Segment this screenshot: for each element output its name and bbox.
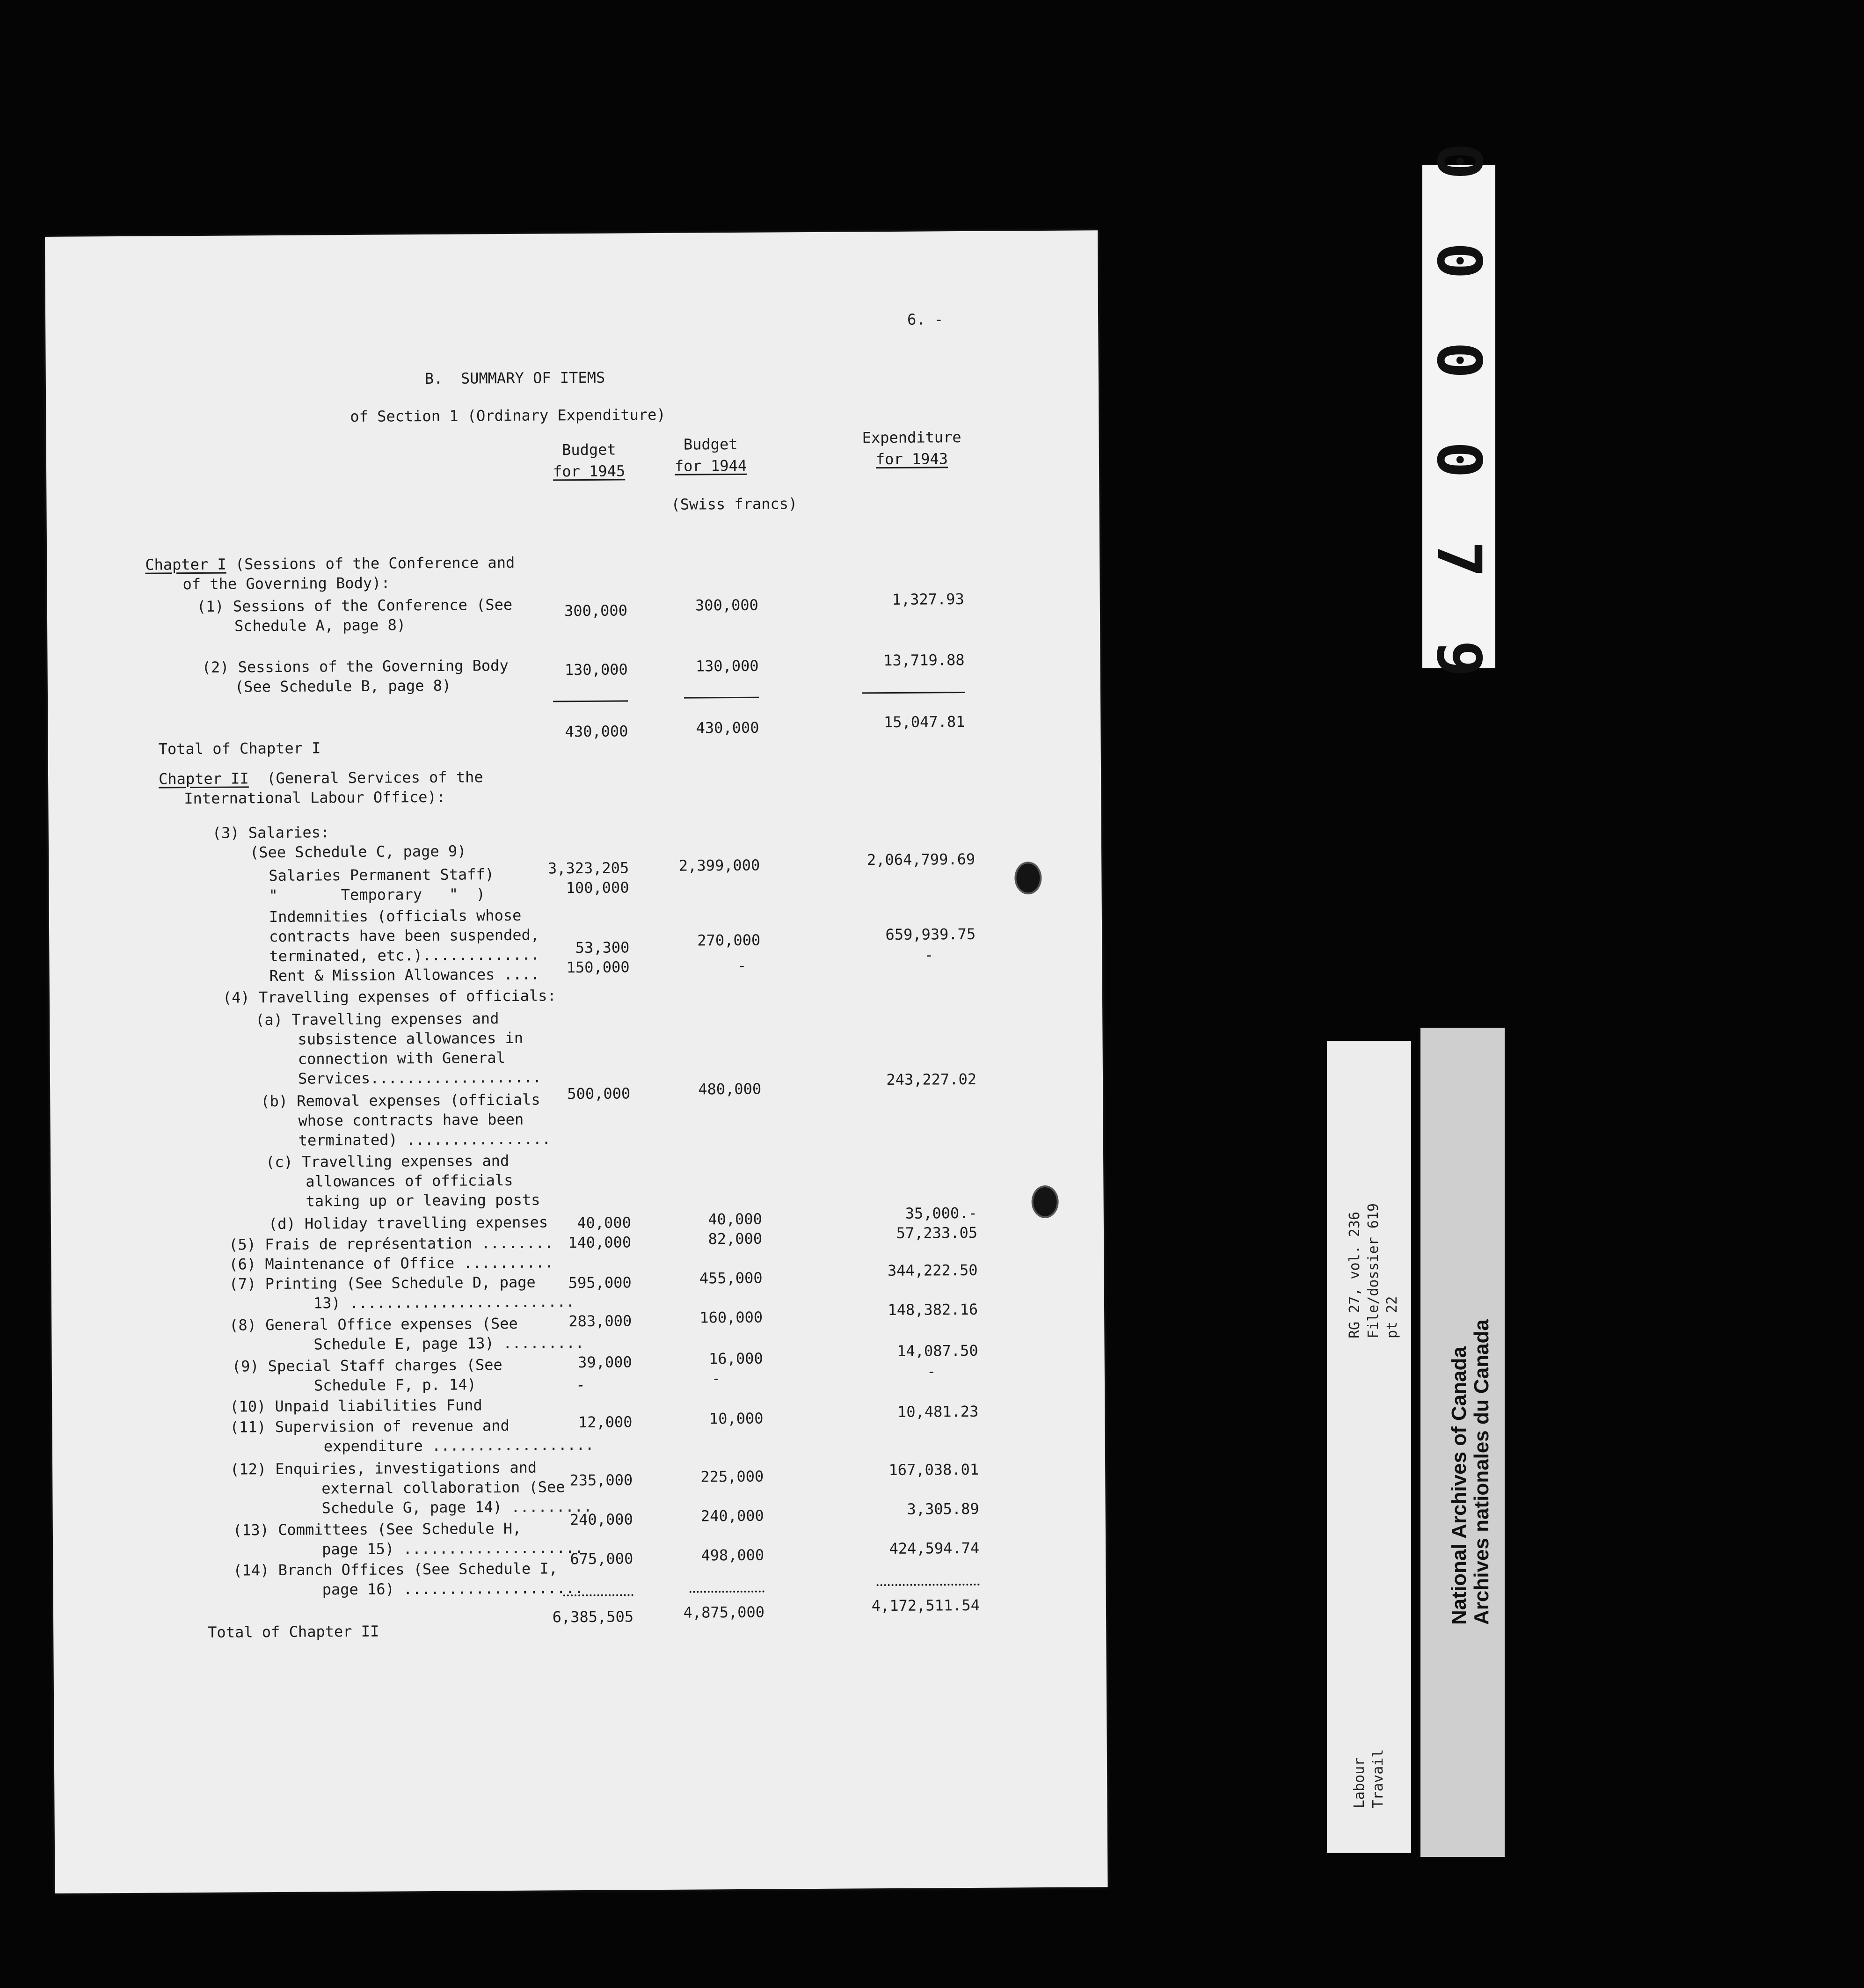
- ch1-rule-1944: [684, 697, 759, 699]
- travel-d-label: (d) Holiday travelling expenses: [268, 1213, 548, 1233]
- item7-b1945: 595,000: [568, 1273, 632, 1292]
- item11-line1: (11) Supervision of revenue and: [230, 1416, 510, 1436]
- item14-line1: (14) Branch Offices (See Schedule I,: [233, 1559, 558, 1579]
- col-header-1944-line2: for 1944: [674, 456, 747, 475]
- archive-reference-label: [1327, 1041, 1411, 1853]
- institution-line2: Archives nationales du Canada: [1470, 1319, 1493, 1625]
- travel-a-line1: (a) Travelling expenses and: [255, 1009, 499, 1029]
- item11-b1944: 10,000: [709, 1409, 764, 1428]
- ch1-item1-b1945: 300,000: [564, 601, 628, 620]
- ch1-item2-b1944: 130,000: [695, 657, 759, 675]
- document-subtitle: of Section 1 (Ordinary Expenditure): [350, 405, 666, 426]
- col-header-1943-line2: for 1943: [875, 450, 948, 468]
- sal-rent-e1943: -: [924, 946, 934, 964]
- item12-e1943: 167,038.01: [888, 1460, 979, 1479]
- ch1-item1-b1944: 300,000: [695, 596, 758, 614]
- item5-b1944: 82,000: [708, 1229, 763, 1248]
- archive-institution-label: [1420, 1028, 1505, 1857]
- travel-heading: (4) Travelling expenses of officials:: [222, 987, 556, 1007]
- item7-b1944: 455,000: [699, 1269, 763, 1287]
- ch1-total-e1943: 15,047.81: [883, 713, 965, 731]
- travel-d-b1944: 40,000: [708, 1210, 762, 1228]
- item9-line1: (9) Special Staff charges (See: [232, 1356, 502, 1375]
- chapter2-heading-rest: (General Services of the: [248, 768, 483, 788]
- currency-label: (Swiss francs): [671, 495, 798, 513]
- chapter2-heading-line2: International Labour Office):: [184, 788, 446, 808]
- archive-ref-line3: pt 22: [1384, 1296, 1400, 1338]
- sal-indemnities-line3: terminated, etc.).............: [269, 945, 540, 965]
- archive-ref-line1: RG 27, vol. 236: [1347, 1212, 1363, 1338]
- ch2-total-b1945: 6,385,505: [552, 1608, 634, 1626]
- chapter1-heading-label: Chapter I: [145, 555, 226, 574]
- ch1-rule-1945: [553, 700, 628, 702]
- item5-e1943: 57,233.05: [896, 1223, 978, 1242]
- travel-b1944: 480,000: [698, 1080, 762, 1098]
- item13-line1: (13) Committees (See Schedule H,: [233, 1519, 522, 1539]
- ch1-item1-line1: (1) Sessions of the Conference (See: [197, 595, 513, 616]
- reel-number: 0 0 0 0 7 9: [1423, 143, 1494, 690]
- chapter1-heading-line2: of the Governing Body):: [182, 574, 390, 593]
- sal-rent-b1944: -: [737, 956, 747, 974]
- sal-indemnities-b1945: 53,300: [575, 938, 630, 957]
- sal-rent-b1945: 150,000: [566, 958, 630, 977]
- punch-hole-bottom: [1031, 1185, 1058, 1218]
- item14-line2: page 16) ....................: [322, 1579, 584, 1599]
- archive-dept-line1: Labour: [1351, 1757, 1368, 1808]
- item13-b1945: 240,000: [569, 1510, 633, 1529]
- sal-indemnities-line2: contracts have been suspended,: [269, 926, 540, 946]
- item8-b1944: 160,000: [699, 1308, 763, 1327]
- item7-line1: (7) Printing (See Schedule D, page: [229, 1273, 536, 1293]
- ch1-total-b1945: 430,000: [565, 722, 628, 741]
- item9-b1945: 39,000: [578, 1353, 632, 1372]
- item12-line1: (12) Enquiries, investigations and: [230, 1458, 537, 1478]
- col-header-1945-line2: for 1945: [553, 462, 626, 481]
- col-header-1943-line1: Expenditure: [862, 428, 961, 447]
- item5-label: (5) Frais de représentation ........: [229, 1234, 553, 1254]
- sal-temporary-label: " Temporary " ): [269, 885, 486, 905]
- travel-c-line2: allowances of officials: [306, 1171, 513, 1191]
- ch1-item2-line2: (See Schedule B, page 8): [234, 676, 451, 696]
- travel-a-line4: Services...................: [298, 1068, 542, 1088]
- sal-permanent-label: Salaries Permanent Staff): [269, 865, 495, 885]
- item8-b1945: 283,000: [568, 1312, 632, 1330]
- item14-b1945: 675,000: [570, 1549, 633, 1568]
- sal-indemnities-b1944: 270,000: [697, 931, 761, 950]
- archive-ref-line2: File/dossier 619: [1365, 1203, 1382, 1338]
- travel-c-line3: taking up or leaving posts: [306, 1191, 540, 1210]
- page-number: 6. -: [907, 310, 944, 329]
- reel-number-strip: [1422, 143, 1495, 690]
- item7-e1943: 344,222.50: [887, 1261, 978, 1280]
- punch-hole-top: [1014, 862, 1041, 894]
- document-page: [45, 230, 1108, 1893]
- travel-b1945: 500,000: [567, 1084, 631, 1103]
- item9-line2: Schedule F, p. 14): [313, 1375, 476, 1395]
- item9-b1944-dash: -: [712, 1369, 721, 1388]
- sal-permanent-e1943: 2,064,799.69: [866, 850, 976, 869]
- item13-b1944: 240,000: [700, 1506, 764, 1525]
- ch1-total-b1944: 430,000: [696, 718, 759, 737]
- document-title: B. SUMMARY OF ITEMS: [424, 368, 605, 388]
- travel-a-line3: connection with General: [298, 1049, 505, 1068]
- item14-e1943: 424,594.74: [889, 1539, 980, 1558]
- item13-e1943: 3,305.89: [907, 1499, 979, 1518]
- chapter1-total-label: Total of Chapter I: [158, 739, 321, 758]
- item11-e1943: 10,481.23: [897, 1402, 979, 1421]
- sal-permanent-b1944: 2,399,000: [678, 856, 760, 875]
- travel-d-e1943: 35,000.-: [905, 1204, 977, 1222]
- travel-b-line1: (b) Removal expenses (officials: [261, 1090, 540, 1111]
- ch1-item1-line2: Schedule A, page 8): [234, 616, 406, 635]
- sal-permanent-b1945: 3,323,205: [547, 859, 629, 877]
- archive-dept-line2: Travail: [1370, 1749, 1386, 1808]
- ch1-item2-line1: (2) Sessions of the Governing Body: [202, 656, 509, 676]
- ch1-item2-b1945: 130,000: [564, 660, 628, 679]
- ch1-rule-1943: [862, 692, 965, 694]
- travel-a-line2: subsistence allowances in: [298, 1029, 524, 1048]
- sal-rent-label: Rent & Mission Allowances ....: [269, 965, 540, 985]
- sal-indemnities-line1: Indemnities (officials whose: [269, 906, 522, 926]
- travel-d-b1945: 40,000: [577, 1213, 632, 1232]
- item9-e1943: 14,087.50: [897, 1341, 978, 1360]
- item10-b1945: -: [576, 1375, 585, 1394]
- item14-b1944: 498,000: [701, 1546, 765, 1564]
- item12-line3: Schedule G, page 14) .........: [321, 1497, 592, 1517]
- item8-line2: Schedule E, page 13) .........: [313, 1334, 584, 1353]
- sal-temporary-b1945: 100,000: [566, 878, 629, 897]
- item8-e1943: 148,382.16: [888, 1300, 978, 1319]
- item6-label: (6) Maintenance of Office ..........: [229, 1253, 554, 1273]
- col-header-1945-line1: Budget: [561, 440, 616, 459]
- sal-indemnities-e1943: 659,939.75: [885, 925, 976, 944]
- item9-e1943-dash: -: [927, 1362, 936, 1381]
- ch2-rule-1943: [877, 1584, 980, 1586]
- item10-label: (10) Unpaid liabilities Fund: [230, 1396, 482, 1416]
- ch2-rule-1945: [563, 1594, 633, 1596]
- item5-b1945: 140,000: [568, 1233, 632, 1252]
- chapter2-heading-label: Chapter II: [158, 769, 249, 788]
- ch1-item1-e1943: 1,327.93: [892, 590, 964, 608]
- item7-line2: 13) .........................: [313, 1293, 575, 1312]
- chapter2-total-label: Total of Chapter II: [208, 1622, 379, 1641]
- institution-line1: National Archives of Canada: [1448, 1346, 1471, 1625]
- travel-e1943: 243,227.02: [886, 1070, 977, 1089]
- col-header-1944-line1: Budget: [683, 435, 738, 453]
- ch2-total-e1943: 4,172,511.54: [871, 1596, 980, 1615]
- salaries-heading: (3) Salaries:: [212, 823, 330, 842]
- item12-line2: external collaboration (See: [321, 1478, 565, 1498]
- item11-b1945: 12,000: [578, 1413, 633, 1432]
- chapter1-heading: [145, 555, 515, 572]
- chapter1-heading-rest: (Sessions of the Conference and: [226, 553, 515, 573]
- travel-b-line2: whose contracts have been: [298, 1110, 524, 1130]
- item12-b1944: 225,000: [700, 1467, 764, 1486]
- item13-line2: page 15) ....................: [322, 1539, 583, 1558]
- item12-b1945: 235,000: [569, 1471, 633, 1490]
- ch1-item2-e1943: 13,719.88: [883, 651, 965, 670]
- chapter2-heading: [159, 769, 483, 786]
- ch2-total-b1944: 4,875,000: [683, 1603, 765, 1622]
- item8-line1: (8) General Office expenses (See: [229, 1314, 518, 1334]
- travel-b-line3: terminated) ................: [298, 1130, 551, 1149]
- ch2-rule-1944: [690, 1591, 765, 1593]
- salaries-sub: (See Schedule C, page 9): [249, 842, 466, 862]
- travel-c-line1: (c) Travelling expenses and: [265, 1151, 510, 1171]
- item11-line2: expenditure ..................: [323, 1435, 594, 1455]
- item9-b1944: 16,000: [708, 1349, 763, 1368]
